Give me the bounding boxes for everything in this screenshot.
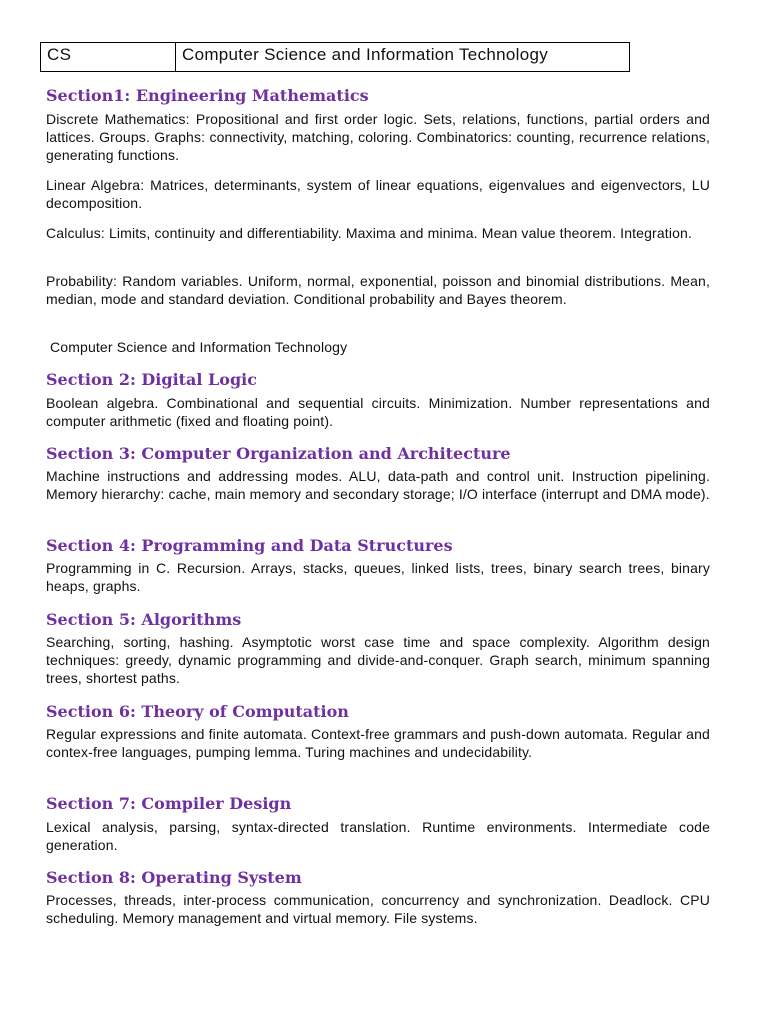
section-2 — [46, 370, 710, 390]
section-3-text — [46, 467, 710, 503]
section-title: Section 6: Theory of Computation — [46, 702, 349, 721]
section-text: Machine instructions and addressing modes. ALU, data-path and control unit. Instruction pipelining. Memory hierarchy: cache, main memory and secondary storage; I/O interface (interrupt and DMA mode). — [46, 468, 710, 502]
section-1-para-3 — [46, 224, 710, 242]
section-1-para-2 — [46, 176, 710, 212]
section-title: Section 3: Computer Organization and Architecture — [46, 444, 511, 463]
section-text: Linear Algebra: Matrices, determinants, system of linear equations, eigenvalues and eigenvectors, LU decomposition. — [46, 177, 710, 211]
section-7 — [46, 794, 710, 814]
section-text: Processes, threads, inter-process communication, concurrency and synchronization. Deadlock. CPU scheduling. Memory management and virtual memory. File systems. — [46, 892, 710, 926]
section-1 — [46, 86, 710, 106]
section-title: Section 5: Algorithms — [46, 610, 242, 629]
section-3 — [46, 444, 710, 464]
section-4-text — [46, 559, 710, 595]
section-1-para-1 — [46, 110, 710, 164]
section-8 — [46, 868, 710, 888]
section-text: Probability: Random variables. Uniform, normal, exponential, poisson and binomial distributions. Mean, median, mode and standard deviation. Conditional probability and Bayes theorem. — [46, 273, 710, 307]
subject-header-table — [40, 42, 630, 72]
subject-code: CS — [41, 43, 176, 72]
section-title: Section 2: Digital Logic — [46, 370, 257, 389]
section-title: Section1: Engineering Mathematics — [46, 86, 369, 105]
section-title: Section 8: Operating System — [46, 868, 302, 887]
section-5 — [46, 610, 710, 630]
section-text: Searching, sorting, hashing. Asymptotic worst case time and space complexity. Algorithm design techniques: greedy, dynamic programming and divide-and-conquer. Graph search, minimum spanning trees, shortest paths. — [46, 634, 710, 686]
section-4 — [46, 536, 710, 556]
section-text: Discrete Mathematics: Propositional and first order logic. Sets, relations, functions, partial orders and lattices. Groups. Graphs: connectivity, matching, coloring. Combinatorics: counting, recurrence relations, generating functions. — [46, 111, 710, 163]
section-title: Section 4: Programming and Data Structures — [46, 536, 453, 555]
section-title: Section 7: Compiler Design — [46, 794, 292, 813]
section-text: Regular expressions and finite automata. Context-free grammars and push-down automata. Regular and contex-free languages, pumping lemma. Turing machines and undecidability. — [46, 726, 710, 760]
section-text: Lexical analysis, parsing, syntax-directed translation. Runtime environments. Intermediate code generation. — [46, 819, 710, 853]
section-1-para-4 — [46, 272, 710, 308]
section-6-text — [46, 725, 710, 761]
section-text: Boolean algebra. Combinational and sequential circuits. Minimization. Number representations and computer arithmetic (fixed and floating point). — [46, 395, 710, 429]
subject-subtitle — [46, 338, 710, 356]
section-5-text — [46, 633, 710, 687]
section-text: Programming in C. Recursion. Arrays, stacks, queues, linked lists, trees, binary search trees, binary heaps, graphs. — [46, 560, 710, 594]
section-2-text — [46, 394, 710, 430]
section-7-text — [46, 818, 710, 854]
subject-name: Computer Science and Information Technology — [176, 43, 630, 72]
syllabus-page — [46, 42, 710, 72]
subject-subtitle-text: Computer Science and Information Technology — [50, 339, 348, 355]
section-text: Calculus: Limits, continuity and differentiability. Maxima and minima. Mean value theorem. Integration. — [46, 225, 693, 241]
section-6 — [46, 702, 710, 722]
section-8-text — [46, 891, 710, 927]
